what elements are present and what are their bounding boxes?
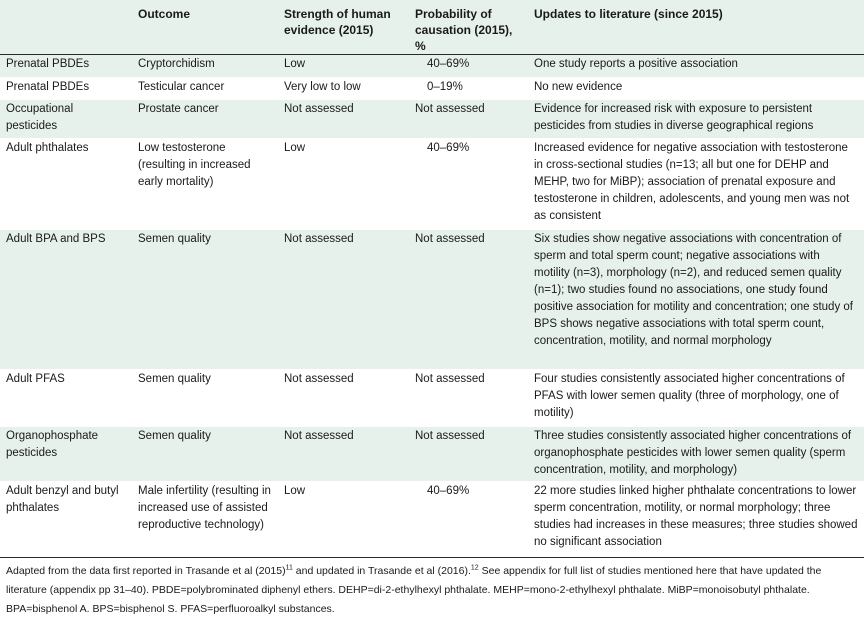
header-probability: Probability of causation (2015), % bbox=[409, 0, 528, 55]
cell-updates: Three studies consistently associated higher concentrations of organophosphate pesticides with lower semen quality (sperm concentration, motility, and morphology) bbox=[528, 427, 864, 482]
header-strength: Strength of human evidence (2015) bbox=[278, 0, 409, 55]
cell-exposure: Prenatal PBDEs bbox=[0, 55, 132, 78]
cell-outcome: Prostate cancer bbox=[132, 100, 278, 139]
cell-updates: No new evidence bbox=[534, 81, 623, 93]
cell-exposure: Adult phthalates bbox=[6, 142, 89, 154]
cell-exposure: Organophosphate pesticides bbox=[0, 427, 132, 482]
cell-probability: Not assessed bbox=[409, 230, 528, 370]
footnote-ref-12: 12 bbox=[470, 564, 479, 572]
footnote-text-1: Adapted from the data first reported in Trasande et al (2015) bbox=[6, 565, 286, 577]
cell-strength: Low bbox=[284, 485, 306, 497]
cell-probability: 40–69% bbox=[427, 142, 470, 154]
table-row bbox=[0, 78, 864, 100]
table-row bbox=[0, 55, 864, 78]
table-header-row bbox=[0, 0, 864, 55]
table-row bbox=[0, 139, 864, 230]
cell-strength: Not assessed bbox=[284, 373, 354, 385]
cell-outcome: Low testosterone (resulting in increased early mortality) bbox=[138, 142, 251, 188]
cell-outcome: Testicular cancer bbox=[138, 81, 225, 93]
table-row bbox=[0, 370, 864, 427]
cell-probability: 0–19% bbox=[427, 81, 463, 93]
cell-exposure: Adult PFAS bbox=[6, 373, 65, 385]
cell-updates: Six studies show negative associations with concentration of sperm and total sperm count; negative associations with motility (n=3), morphology (n=2), and reduced semen quality (n=1); two studies found no associations, one study found positive association for motility and concentration; one study of BPS shows negative associations with total sperm count, concentration, motility, and normal morphology bbox=[528, 230, 864, 370]
table-footnote bbox=[0, 558, 864, 619]
cell-strength: Not assessed bbox=[278, 230, 409, 370]
cell-updates: Evidence for increased risk with exposure to persistent pesticides from studies in diverse geographical regions bbox=[528, 100, 864, 139]
header-outcome: Outcome bbox=[132, 0, 278, 55]
cell-probability: Not assessed bbox=[409, 427, 528, 482]
cell-updates: Four studies consistently associated higher concentrations of PFAS with lower semen quality (three of morphology, one of motility) bbox=[534, 373, 845, 419]
cell-updates: Increased evidence for negative association with testosterone in cross-sectional studies (n=13; all but one for DEHP and MEHP, two for MiBP); association of prenatal exposure and testosterone in children, adolescents, and young men was not as consistent bbox=[534, 142, 850, 222]
cell-exposure: Adult benzyl and butyl phthalates bbox=[6, 485, 119, 514]
cell-strength: Not assessed bbox=[278, 427, 409, 482]
cell-exposure: Prenatal PBDEs bbox=[6, 81, 90, 93]
cell-outcome: Semen quality bbox=[138, 373, 211, 385]
cell-strength: Very low to low bbox=[284, 81, 361, 93]
cell-outcome: Semen quality bbox=[132, 427, 278, 482]
footnote-ref-11: 11 bbox=[285, 564, 293, 572]
table-row bbox=[0, 230, 864, 370]
cell-probability: Not assessed bbox=[415, 373, 485, 385]
cell-probability: Not assessed bbox=[409, 100, 528, 139]
cell-outcome: Male infertility (resulting in increased use of assisted reproductive technology) bbox=[138, 485, 271, 531]
table-row bbox=[0, 482, 864, 558]
header-updates: Updates to literature (since 2015) bbox=[528, 0, 864, 55]
cell-probability: 40–69% bbox=[409, 55, 528, 78]
cell-strength: Low bbox=[278, 55, 409, 78]
cell-updates: One study reports a positive association bbox=[528, 55, 864, 78]
cell-outcome: Cryptorchidism bbox=[132, 55, 278, 78]
cell-strength: Not assessed bbox=[278, 100, 409, 139]
cell-probability: 40–69% bbox=[427, 485, 470, 497]
table-row bbox=[0, 100, 864, 139]
header-exposure bbox=[0, 0, 132, 55]
footnote-text-2: and updated in Trasande et al (2016). bbox=[292, 565, 471, 577]
table-row bbox=[0, 427, 864, 482]
cell-exposure: Occupational pesticides bbox=[0, 100, 132, 139]
footnote-text-3: See appendix for full list of studies mentioned here that have updated the literature (appendix pp 31–40). PBDE=polybrominated diphenyl ethers. DEHP=di-2-ethylhexyl phthalate. MEHP=mono-2-ethylhexyl phthalate. MiBP=monoisobutyl phthalate. BPA=bisphenol A. BPS=bisphenol S. PFAS=perfluoroalkyl substances. bbox=[6, 565, 822, 615]
cell-updates: 22 more studies linked higher phthalate concentrations to lower sperm concentration, motility, or normal morphology; three studies had increases in these measures; three studies showed no significant association bbox=[534, 485, 858, 548]
cell-outcome: Semen quality bbox=[132, 230, 278, 370]
cell-exposure: Adult BPA and BPS bbox=[0, 230, 132, 370]
cell-strength: Low bbox=[284, 142, 306, 154]
